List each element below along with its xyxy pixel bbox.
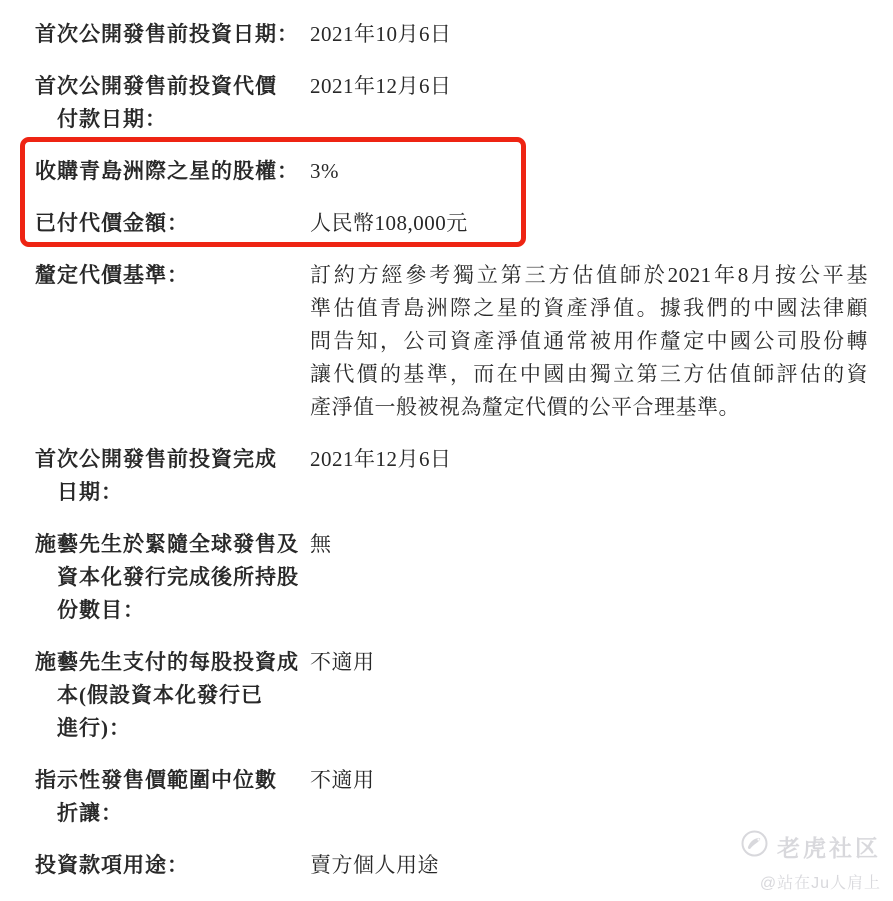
field-label [35,443,310,509]
field-value: 2021年10月6日 [310,22,452,46]
watermark [741,830,881,893]
field-value: 3% [310,159,339,183]
field-label [35,207,310,240]
field-label [35,764,310,830]
field-label [35,646,310,745]
field-row [35,528,868,627]
field-row [35,443,868,509]
watermark-handle: @站在Ju人肩上 [759,875,881,892]
field-value: 2021年12月6日 [310,74,452,98]
field-label-line: 付款日期： [57,107,167,131]
field-label-line: 首次公開發售前投資完成 [35,447,277,471]
field-label [35,18,310,51]
field-label-line: 已付代價金額： [35,211,189,235]
field-value: 人民幣108,000元 [310,211,468,235]
field-label-line: 份數目： [57,598,145,622]
field-row [35,259,868,424]
watermark-brand-text: 老虎社区 [777,835,881,861]
field-label [35,155,310,188]
field-label-line: 首次公開發售前投資日期： [35,22,299,46]
field-label [35,528,310,627]
field-value: 2021年12月6日 [310,447,452,471]
field-label-line: 折讓： [57,801,123,825]
field-label-line: 資本化發行完成後所持股 [57,565,299,589]
tiger-circle-icon [741,830,768,863]
highlighted-section [35,155,868,240]
field-row [35,70,868,136]
field-value: 賣方個人用途 [310,853,439,877]
field-label-line: 首次公開發售前投資代價 [35,74,277,98]
field-label-line: 進行)： [57,716,131,740]
field-row [35,155,868,188]
field-label-line: 日期： [57,480,123,504]
field-label-line: 釐定代價基準： [35,263,189,287]
field-label-line: 投資款項用途： [35,853,189,877]
field-row [35,764,868,830]
field-label [35,70,310,136]
field-label [35,259,310,424]
field-label-line: 施藝先生支付的每股投資成 [35,650,299,674]
field-value-line: 產淨值一般被視為釐定代價的公平合理基準。 [310,395,740,419]
field-value [310,259,868,424]
field-label-line: 收購青島洲際之星的股權： [35,159,299,183]
rows [35,18,868,882]
field-value: 不適用 [310,768,375,792]
watermark-brand-row [741,830,881,863]
field-value-line: 問告知，公司資產淨值通常被用作釐定中國公司股份轉 [310,329,868,353]
field-label-line: 指示性發售價範圍中位數 [35,768,277,792]
field-value-line: 讓代價的基準，而在中國由獨立第三方估值師評估的資 [310,362,868,386]
field-row [35,646,868,745]
field-value: 不適用 [310,650,375,674]
document-body [35,18,868,901]
field-value-line: 準估值青島洲際之星的資產淨值。據我們的中國法律顧 [310,296,868,320]
field-row [35,207,868,240]
field-label-line: 施藝先生於緊隨全球發售及 [35,532,299,556]
field-label-line: 本(假設資本化發行已 [57,683,263,707]
field-value: 無 [310,532,332,556]
field-value-line: 訂約方經參考獨立第三方估值師於2021年8月按公平基 [310,263,868,287]
field-label [35,849,310,882]
field-row [35,18,868,51]
